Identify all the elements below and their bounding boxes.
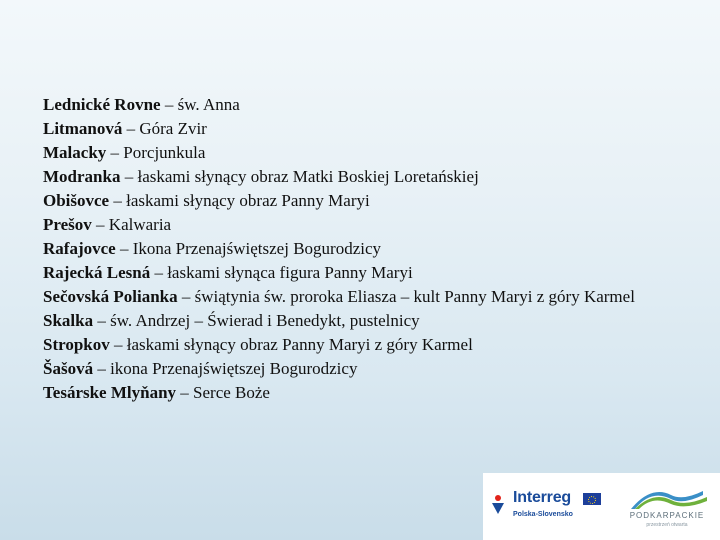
place-description: – łaskami słynąca figura Panny Maryi (150, 263, 413, 282)
place-name: Rajecká Lesná (43, 263, 151, 282)
list-item (43, 285, 693, 309)
list-item (43, 93, 693, 117)
place-name: Lednické Rovne (43, 95, 161, 114)
podkarpackie-hills-icon (621, 479, 713, 511)
place-description: – Porcjunkula (106, 143, 206, 162)
place-name: Sečovská Polianka (43, 287, 178, 306)
place-description: – Kalwaria (91, 215, 172, 234)
place-description: – łaskami słynący obraz Matki Boskiej Loretańskiej (120, 167, 479, 186)
list-item (43, 261, 693, 285)
place-description: – Ikona Przenajświętszej Bogurodzicy (115, 239, 382, 258)
place-description: – św. Andrzej – Świerad i Benedykt, pustelnicy (93, 311, 420, 330)
place-name: Skalka (43, 311, 94, 330)
place-name: Litmanová (43, 119, 123, 138)
entries-list (43, 93, 693, 405)
list-item (43, 117, 693, 141)
place-name: Rafajovce (43, 239, 116, 258)
place-name: Stropkov (43, 335, 110, 354)
list-item (43, 189, 693, 213)
place-description: – łaskami słynący obraz Panny Maryi z góry Karmel (109, 335, 473, 354)
list-item (43, 381, 693, 405)
place-description: – Góra Zvir (122, 119, 207, 138)
list-item (43, 213, 693, 237)
place-description: – św. Anna (160, 95, 240, 114)
list-item (43, 141, 693, 165)
place-name: Šašová (43, 359, 94, 378)
place-description: – świątynia św. proroka Eliasza – kult Panny Maryi z góry Karmel (177, 287, 635, 306)
podkarpackie-logo (621, 479, 713, 535)
footer-logos (483, 473, 720, 540)
interreg-subtitle: Polska-Slovensko (513, 511, 573, 518)
place-name: Tesárske Mlyňany (43, 383, 177, 402)
place-name: Prešov (43, 215, 92, 234)
place-name: Modranka (43, 167, 121, 186)
place-name: Malacky (43, 143, 107, 162)
place-description: – Serce Boże (176, 383, 270, 402)
list-item (43, 165, 693, 189)
interreg-logo (489, 485, 607, 531)
podkarpackie-tagline: przestrzeń otwarta (646, 522, 688, 528)
place-description: – łaskami słynący obraz Panny Maryi (109, 191, 370, 210)
eu-flag-icon (583, 493, 601, 505)
place-name: Obišovce (43, 191, 110, 210)
list-item (43, 237, 693, 261)
list-item (43, 309, 693, 333)
list-item (43, 333, 693, 357)
place-description: – ikona Przenajświętszej Bogurodzicy (93, 359, 358, 378)
podkarpackie-wordmark: PODKARPACKIE (629, 511, 705, 520)
list-item (43, 357, 693, 381)
interreg-wordmark: Interreg (513, 489, 571, 506)
interreg-emblem-icon (489, 493, 507, 515)
